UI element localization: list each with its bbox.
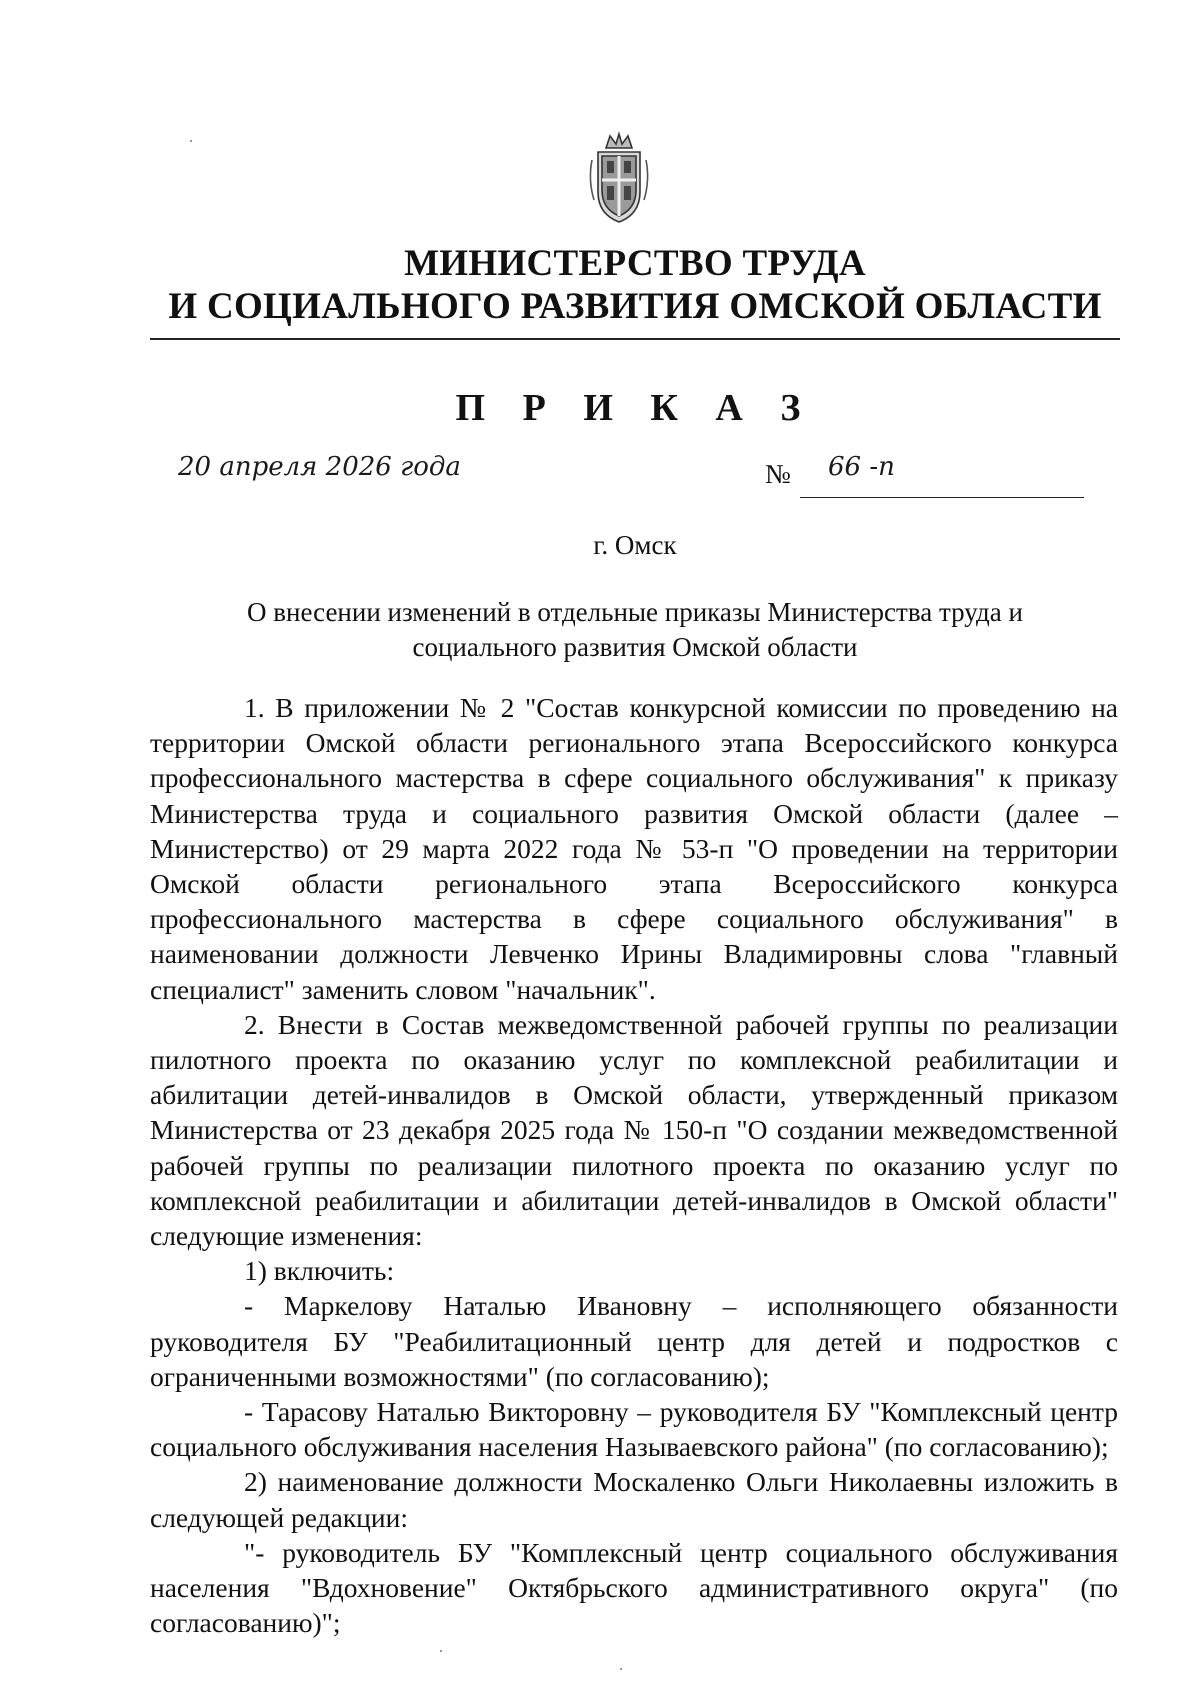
coat-of-arms-emblem <box>586 130 652 226</box>
subject-line-1: О внесении изменений в отдельные приказы Министерства труда и <box>247 597 1023 627</box>
header-divider <box>150 338 1120 340</box>
scan-speck <box>620 1668 622 1670</box>
ministry-name-line2: И СОЦИАЛЬНОГО РАЗВИТИЯ ОМСКОЙ ОБЛАСТИ <box>168 286 1102 327</box>
ministry-name-line1: МИНИСТЕРСТВО ТРУДА <box>404 243 866 284</box>
subject-line-2: социального развития Омской области <box>412 632 858 662</box>
number-sign: № <box>765 459 791 489</box>
document-title: П Р И К А З <box>455 387 815 429</box>
paragraph-2: 2. Внести в Состав межведомственной рабочей группы по реализации пилотного проекта по оказанию услуг по комплексной реабилитации и абилитации детей-инвалидов в Омской области, утвержденный приказом Министерства от 23 декабря 2025 года № 150-п "О создании межведомственной рабочей группы по реализации пилотного проекта по оказанию услуг по комплексной реабилитации и абилитации детей-инвалидов в Омской области" следующие изменения: <box>150 1008 1118 1252</box>
document-number: 66 -п <box>828 452 895 482</box>
scan-speck <box>190 140 192 142</box>
city: г. Омск <box>593 530 677 560</box>
number-underline <box>800 497 1084 498</box>
paragraph-1: 1. В приложении № 2 "Состав конкурсной комиссии по проведению на территории Омской области регионального этапа Всероссийского конкурса профессионального мастерства в сфере социального обслуживания" к приказу Министерства труда и социального развития Омской области (далее – Министерство) от 29 марта 2022 года № 53-п "О проведении на территории Омской области регионального этапа Всероссийского конкурса профессионального мастерства в сфере социального обслуживания" в наименовании должности Левченко Ирины Владимировны слова "главный специалист" заменить словом "начальник". <box>150 692 1118 1005</box>
scan-speck <box>440 1650 442 1652</box>
document-date: 20 апреля 2026 года <box>178 452 461 482</box>
order-subject <box>150 595 1120 665</box>
paragraph-2-item-1-member-1: - Маркелову Наталью Ивановну – исполняющего обязанности руководителя БУ "Реабилитационный центр для детей и подростков с ограниченными возможностями" (по согласованию); <box>150 1290 1118 1392</box>
paragraph-2-item-1: 1) включить: <box>244 1255 395 1287</box>
paragraph-2-item-2: 2) наименование должности Москаленко Ольги Николаевны изложить в следующей редакции: <box>150 1466 1118 1533</box>
paragraph-2-item-2-text: "- руководитель БУ "Комплексный центр социального обслуживания населения "Вдохновение" Октябрьского административного округа" (по согласованию)"; <box>150 1536 1118 1639</box>
order-body <box>150 690 1118 1640</box>
paragraph-2-item-1-member-2: - Тарасову Наталью Викторовну – руководителя БУ "Комплексный центр социального обслуживания населения Называевского района" (по согласованию); <box>150 1396 1118 1463</box>
